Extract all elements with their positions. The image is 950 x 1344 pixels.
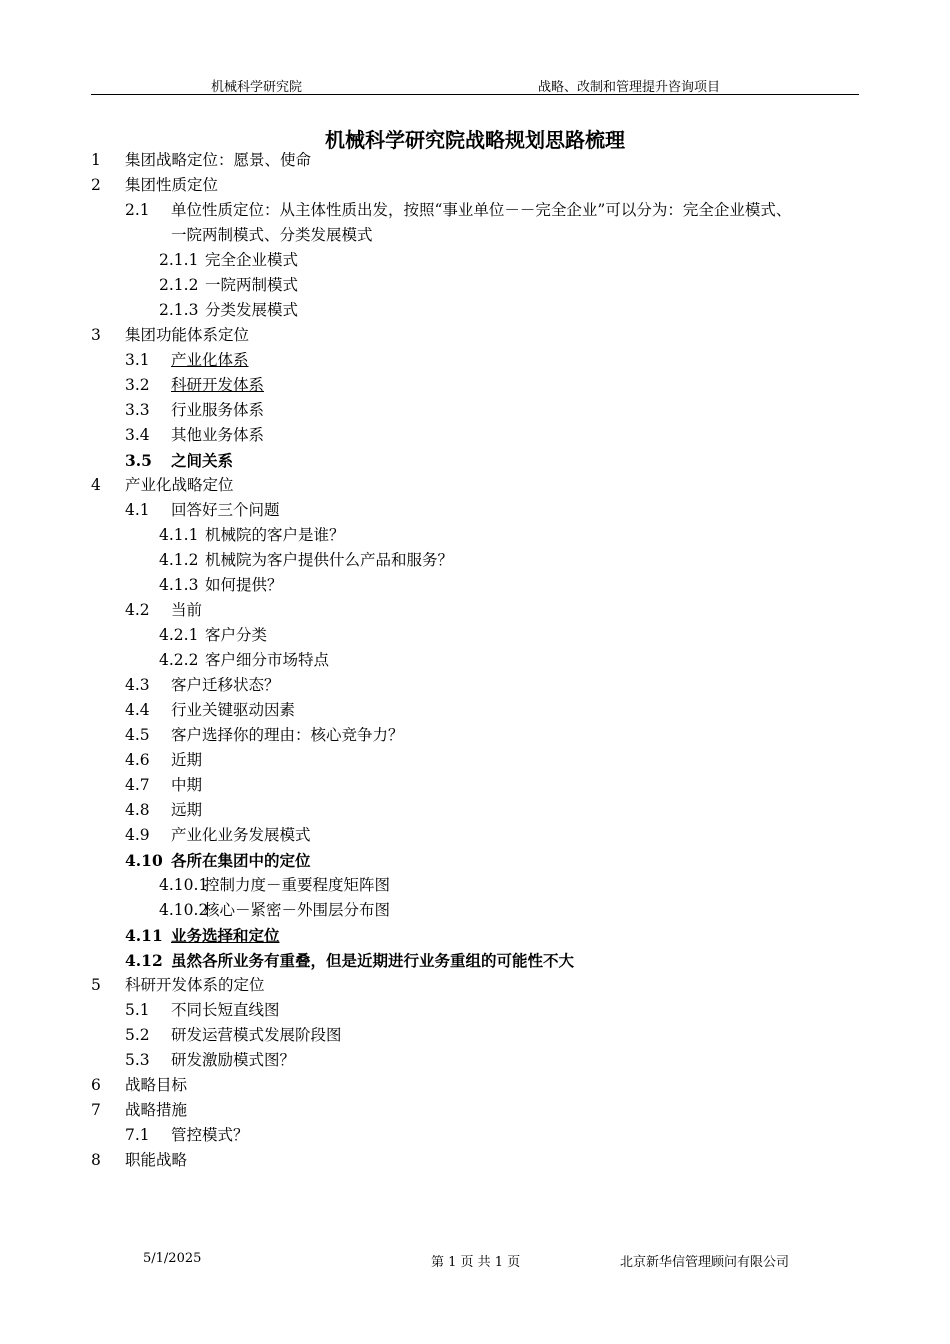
outline-item-number: 3.1 [125, 351, 150, 369]
outline-item-text: 研发运营模式发展阶段图 [171, 1026, 342, 1044]
outline-item-text: 机械院的客户是谁？ [205, 526, 345, 544]
outline-item-number: 2.1.2 [159, 276, 199, 294]
outline-item-number: 2.1.3 [159, 301, 199, 319]
outline-item-number: 5 [91, 976, 101, 994]
outline-item-number: 4.1 [125, 501, 150, 519]
outline-item-number: 5.1 [125, 1001, 150, 1019]
outline-item-text: 虽然各所业务有重叠，但是近期进行业务重组的可能性不大 [171, 951, 575, 970]
outline-item-number: 4.4 [125, 701, 150, 719]
document-title: 机械科学研究院战略规划思路梳理 [325, 128, 625, 152]
outline-item-text: 战略目标 [125, 1076, 188, 1094]
outline-item-text: 核心－紧密－外围层分布图 [204, 901, 391, 919]
outline-item-number: 3.2 [125, 376, 150, 394]
outline-item-number: 4.7 [125, 776, 150, 794]
outline-item-number: 3.3 [125, 401, 150, 419]
outline-item-number: 2 [91, 176, 101, 194]
outline-item-number: 3.4 [125, 426, 150, 444]
footer-page-number: 第 1 页 共 1 页 [431, 1255, 521, 1270]
outline-item-number: 4.5 [125, 726, 150, 744]
footer-date: 5/1/2025 [143, 1251, 202, 1266]
outline-item-text: 如何提供？ [205, 576, 283, 594]
outline-item-text-continued: 一院两制模式、分类发展模式 [171, 226, 373, 244]
outline-item-number: 4.9 [125, 826, 150, 844]
outline-item-text: 行业关键驱动因素 [171, 701, 296, 719]
outline-item-number: 2.1.1 [159, 251, 199, 269]
outline-item-text: 战略措施 [125, 1101, 188, 1119]
outline-item-number: 8 [91, 1151, 101, 1169]
outline-item-text: 产业化体系 [171, 351, 249, 369]
outline-item-text: 中期 [171, 776, 203, 794]
outline-item-number: 4.10.2 [159, 901, 209, 919]
outline-item-number: 5.2 [125, 1026, 150, 1044]
outline-item-number: 4.2 [125, 601, 150, 619]
outline-item-number: 4.1.1 [159, 526, 199, 544]
outline-item-text: 行业服务体系 [171, 401, 265, 419]
outline-item-text: 一院两制模式 [205, 276, 299, 294]
outline-item-number: 7.1 [125, 1126, 150, 1144]
outline-item-text: 近期 [171, 751, 203, 769]
outline-item-number: 4.8 [125, 801, 150, 819]
outline-item-number: 4.10.1 [159, 876, 209, 894]
outline-item-text: 当前 [171, 601, 203, 619]
page-header [91, 76, 859, 95]
header-left-text: 机械科学研究院 [211, 80, 303, 95]
outline-item-text: 职能战略 [125, 1151, 188, 1169]
header-right-text: 战略、改制和管理提升咨询项目 [538, 80, 721, 95]
outline-item-text: 控制力度－重要程度矩阵图 [204, 876, 391, 894]
outline-item-text: 不同长短直线图 [171, 1001, 280, 1019]
outline-item-text: 分类发展模式 [205, 301, 299, 319]
outline-item-text: 集团战略定位：愿景、使命 [125, 151, 312, 169]
outline-item-number: 4 [91, 476, 101, 494]
outline-item-text: 之间关系 [171, 451, 234, 470]
outline-item-number: 6 [91, 1076, 101, 1094]
outline-item-number: 4.11 [125, 926, 163, 945]
outline-item-text: 回答好三个问题 [171, 501, 280, 519]
outline-item-text: 完全企业模式 [205, 251, 299, 269]
outline-item-number: 3.5 [125, 451, 152, 470]
outline-item-text: 产业化业务发展模式 [171, 826, 311, 844]
outline-item-number: 4.3 [125, 676, 150, 694]
outline-item-number: 3 [91, 326, 101, 344]
outline-item-number: 4.12 [125, 951, 163, 970]
outline-item-number: 4.1.2 [159, 551, 199, 569]
outline-item-number: 7 [91, 1101, 101, 1119]
outline-item-number: 4.1.3 [159, 576, 199, 594]
outline-item-text: 客户细分市场特点 [205, 651, 330, 669]
outline-item-text: 各所在集团中的定位 [171, 851, 311, 870]
outline-item-number: 2.1 [125, 201, 150, 219]
outline-item-text: 客户选择你的理由：核心竞争力？ [171, 726, 404, 744]
outline-item-text: 业务选择和定位 [171, 926, 280, 945]
outline-item-number: 4.10 [125, 851, 163, 870]
outline-item-number: 1 [91, 151, 101, 169]
outline-item-text: 其他业务体系 [171, 426, 265, 444]
outline-item-number: 4.2.1 [159, 626, 199, 644]
outline-item-number: 4.2.2 [159, 651, 199, 669]
outline-item-text: 管控模式？ [171, 1126, 249, 1144]
outline-item-text: 客户迁移状态？ [171, 676, 280, 694]
outline-item-text: 集团功能体系定位 [125, 326, 250, 344]
outline-item-number: 5.3 [125, 1051, 150, 1069]
outline-item-text: 集团性质定位 [125, 176, 219, 194]
outline-item-text: 远期 [171, 801, 203, 819]
outline-item-number: 4.6 [125, 751, 150, 769]
outline-item-text: 客户分类 [205, 626, 268, 644]
outline-item-text: 单位性质定位：从主体性质出发，按照“事业单位－－完全企业”可以分为：完全企业模式、 [171, 201, 792, 219]
outline-item-text: 科研开发体系的定位 [125, 976, 265, 994]
outline-item-text: 机械院为客户提供什么产品和服务？ [205, 551, 454, 569]
outline-item-text: 科研开发体系 [171, 376, 265, 394]
footer-company: 北京新华信管理顾问有限公司 [620, 1255, 790, 1270]
outline-item-text: 研发激励模式图？ [171, 1051, 296, 1069]
outline-item-text: 产业化战略定位 [125, 476, 234, 494]
